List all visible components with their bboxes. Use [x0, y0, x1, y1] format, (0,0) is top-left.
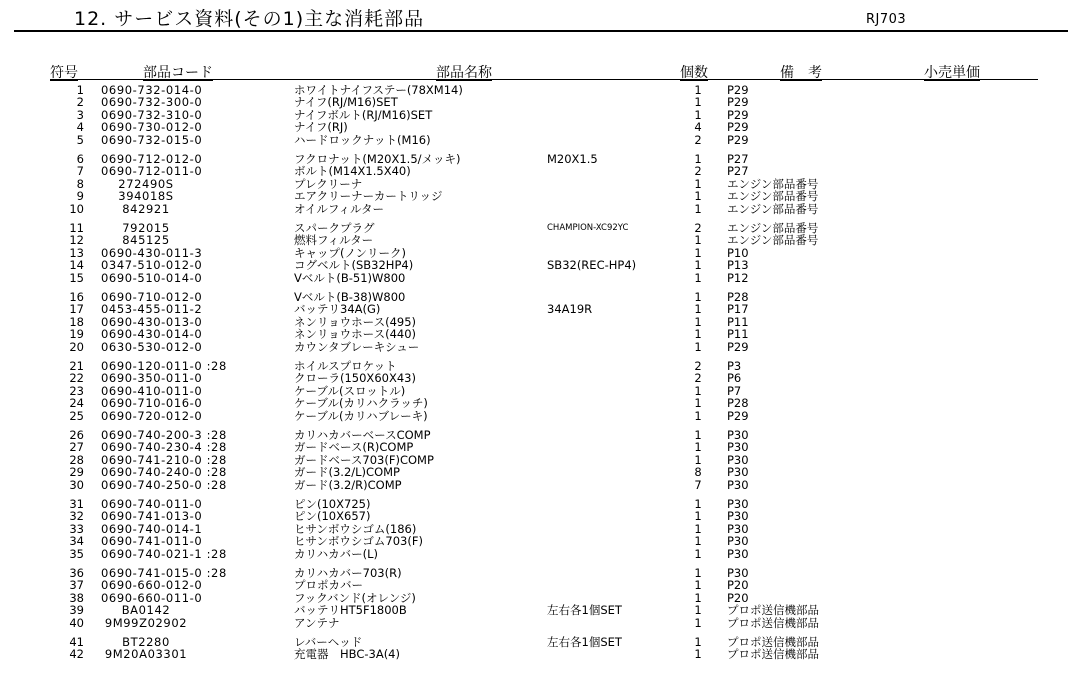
part-name: カリハカバー703(R)	[294, 566, 402, 580]
part-note: P30	[727, 465, 749, 480]
part-code: 0690-741-013-0	[101, 509, 203, 524]
table-row	[0, 360, 1086, 372]
row-number: 25	[69, 408, 84, 423]
part-spec: SB32(REC-HP4)	[547, 258, 637, 273]
part-quantity: 1	[694, 152, 702, 166]
row-number: 3	[76, 107, 84, 122]
part-name: ガード(3.2/R)COMP	[294, 477, 402, 492]
part-note: P30	[727, 477, 749, 492]
table-row	[0, 510, 1086, 522]
part-code: 0690-732-014-0	[101, 83, 203, 97]
part-note: P29	[727, 120, 749, 135]
part-name: ナイフ(RJ/M16)SET	[294, 95, 398, 110]
part-name: ガードベース(R)COMP	[294, 440, 414, 455]
row-number: 31	[69, 497, 84, 511]
table-row	[0, 372, 1086, 384]
row-number: 38	[69, 590, 84, 605]
part-code: 0690-740-021-1 :28	[101, 546, 227, 561]
table-row	[0, 341, 1086, 353]
row-number: 26	[69, 428, 84, 442]
part-note: P30	[727, 546, 749, 561]
part-note: P12	[727, 270, 749, 285]
row-number: 37	[69, 578, 84, 593]
part-code: 0690-660-012-0	[101, 578, 203, 593]
part-code: 0690-430-011-3	[101, 245, 203, 260]
row-number: 8	[76, 176, 84, 191]
part-code: 842921	[122, 201, 170, 216]
part-quantity: 7	[694, 477, 702, 492]
part-spec: CHAMPION-XC92YC	[547, 223, 629, 233]
part-note: P30	[727, 440, 749, 455]
part-code: 845125	[122, 233, 170, 248]
column-header-price: 小売単価	[924, 65, 980, 81]
row-number: 18	[69, 314, 84, 329]
table-row	[0, 535, 1086, 547]
table-row	[0, 165, 1086, 177]
part-quantity: 1	[694, 270, 702, 285]
part-note: エンジン部品番号	[727, 221, 819, 235]
part-note: エンジン部品番号	[727, 176, 819, 191]
table-row	[0, 604, 1086, 616]
part-quantity: 1	[694, 534, 702, 549]
part-quantity: 1	[694, 452, 702, 467]
row-number: 17	[69, 302, 84, 317]
row-number: 35	[69, 546, 84, 561]
part-name: ホイルスプロケット	[294, 359, 397, 373]
part-note: プロポ送信機部品	[727, 603, 819, 618]
row-number: 24	[69, 396, 84, 411]
part-spec: M20X1.5	[547, 152, 598, 166]
part-quantity: 1	[694, 83, 702, 97]
part-code: 0690-350-011-0	[101, 371, 203, 386]
part-name: プロポカバー	[294, 578, 363, 593]
part-spec: 左右各1個SET	[547, 603, 622, 618]
part-note: プロポ送信機部品	[727, 647, 819, 662]
part-name: コグベルト(SB32HP4)	[294, 258, 414, 273]
part-quantity: 1	[694, 635, 702, 649]
column-header-qty: 個数	[680, 65, 708, 81]
part-quantity: 1	[694, 497, 702, 511]
part-quantity: 1	[694, 509, 702, 524]
part-name: ナイフボルト(RJ/M16)SET	[294, 107, 433, 122]
part-code: 0690-710-012-0	[101, 290, 203, 304]
part-note: エンジン部品番号	[727, 233, 819, 248]
table-row	[0, 247, 1086, 259]
part-quantity: 1	[694, 339, 702, 354]
part-note: P11	[727, 327, 749, 342]
part-name: ボルト(M14X1.5X40)	[294, 164, 411, 179]
row-number: 34	[69, 534, 84, 549]
part-code: 0690-740-240-0 :28	[101, 465, 227, 480]
part-note: P30	[727, 566, 749, 580]
part-note: エンジン部品番号	[727, 189, 819, 204]
table-row	[0, 316, 1086, 328]
table-row	[0, 648, 1086, 660]
row-number: 41	[69, 635, 84, 649]
part-code: 0690-740-250-0 :28	[101, 477, 227, 492]
part-note: P30	[727, 521, 749, 536]
part-quantity: 1	[694, 603, 702, 618]
part-note: P27	[727, 164, 749, 179]
table-row	[0, 109, 1086, 121]
part-name: ガード(3.2/L)COMP	[294, 465, 400, 480]
table-row	[0, 441, 1086, 453]
row-number: 36	[69, 566, 84, 580]
part-code: 9M20A03301	[104, 647, 188, 662]
table-row	[0, 523, 1086, 535]
part-name: ホワイトナイフステー(78XM14)	[294, 83, 463, 97]
part-code: 0690-732-015-0	[101, 132, 203, 147]
part-quantity: 1	[694, 107, 702, 122]
part-code: 0690-740-011-0	[101, 497, 203, 511]
part-note: P30	[727, 534, 749, 549]
row-number: 21	[69, 359, 84, 373]
part-name: プレクリーナ	[294, 176, 363, 191]
row-number: 5	[76, 132, 84, 147]
part-quantity: 1	[694, 428, 702, 442]
part-name: カリハカバー(L)	[294, 546, 379, 561]
part-name: ネンリョウホース(440)	[294, 327, 417, 342]
document-title: 12. サービス資料(その1)主な消耗部品	[74, 8, 425, 30]
part-note: P13	[727, 258, 749, 273]
part-quantity: 2	[694, 132, 702, 147]
column-header-no: 符号	[50, 65, 78, 81]
table-row	[0, 454, 1086, 466]
table-row	[0, 466, 1086, 478]
part-code: BT2280	[122, 635, 170, 649]
table-row	[0, 291, 1086, 303]
row-number: 7	[76, 164, 84, 179]
part-name: アンテナ	[294, 615, 340, 630]
table-row	[0, 190, 1086, 202]
part-note: P20	[727, 590, 749, 605]
table-row	[0, 617, 1086, 629]
part-note: P29	[727, 408, 749, 423]
part-note: P29	[727, 107, 749, 122]
part-note: P30	[727, 428, 749, 442]
table-row	[0, 203, 1086, 215]
column-header-code: 部品コード	[143, 65, 213, 81]
part-name: Vベルト(B-38)W800	[294, 290, 406, 304]
part-name: 燃料フィルター	[294, 233, 374, 248]
part-quantity: 1	[694, 233, 702, 248]
part-quantity: 1	[694, 615, 702, 630]
part-name: カウンタブレーキシュー	[294, 339, 420, 354]
row-number: 13	[69, 245, 84, 260]
part-quantity: 1	[694, 201, 702, 216]
part-name: ケーブル(スロットル)	[294, 383, 406, 398]
table-row	[0, 259, 1086, 271]
part-name: キャップ(ノンリーク)	[294, 245, 407, 260]
part-quantity: 1	[694, 383, 702, 398]
part-name: ケーブル(カリハクラッチ)	[294, 396, 428, 411]
part-quantity: 1	[694, 327, 702, 342]
part-name: レバーヘッド	[294, 635, 363, 649]
table-row	[0, 272, 1086, 284]
part-name: ガードベース703(F)COMP	[294, 452, 434, 467]
part-quantity: 2	[694, 221, 702, 235]
table-row	[0, 636, 1086, 648]
row-number: 29	[69, 465, 84, 480]
part-code: 0690-730-012-0	[101, 120, 203, 135]
part-code: 0690-720-012-0	[101, 408, 203, 423]
part-code: 0690-410-011-0	[101, 383, 203, 398]
part-note: P29	[727, 132, 749, 147]
part-spec: 左右各1個SET	[547, 635, 622, 649]
part-quantity: 1	[694, 176, 702, 191]
part-quantity: 1	[694, 314, 702, 329]
table-row	[0, 498, 1086, 510]
part-quantity: 1	[694, 578, 702, 593]
table-row	[0, 592, 1086, 604]
part-quantity: 1	[694, 408, 702, 423]
table-row	[0, 429, 1086, 441]
row-number: 30	[69, 477, 84, 492]
row-number: 14	[69, 258, 84, 273]
model-number: RJ703	[866, 12, 907, 27]
part-quantity: 1	[694, 590, 702, 605]
table-row	[0, 134, 1086, 146]
part-name: クローラ(150X60X43)	[294, 371, 416, 386]
row-number: 27	[69, 440, 84, 455]
part-note: P6	[727, 371, 742, 386]
part-code: 272490S	[118, 176, 174, 191]
table-row	[0, 178, 1086, 190]
part-note: P29	[727, 339, 749, 354]
part-quantity: 1	[694, 95, 702, 110]
row-number: 32	[69, 509, 84, 524]
part-note: P28	[727, 396, 749, 411]
row-number: 28	[69, 452, 84, 467]
header-divider	[50, 79, 1038, 80]
row-number: 9	[76, 189, 84, 204]
part-code: 0690-430-014-0	[101, 327, 203, 342]
table-row	[0, 548, 1086, 560]
part-name: ピン(10X657)	[294, 509, 371, 524]
row-number: 20	[69, 339, 84, 354]
part-code: 394018S	[118, 189, 174, 204]
table-row	[0, 84, 1086, 96]
part-note: P28	[727, 290, 749, 304]
part-note: P10	[727, 245, 749, 260]
part-note: P7	[727, 383, 742, 398]
part-name: ケーブル(カリハブレーキ)	[294, 408, 428, 423]
part-code: 0690-660-011-0	[101, 590, 203, 605]
row-number: 12	[69, 233, 84, 248]
part-note: P11	[727, 314, 749, 329]
part-name: 充電器 HBC-3A(4)	[294, 647, 400, 662]
part-name: スパークプラグ	[294, 221, 375, 235]
row-number: 40	[69, 615, 84, 630]
part-code: 0690-510-014-0	[101, 270, 203, 285]
part-quantity: 1	[694, 302, 702, 317]
part-name: ヒサンボウシゴム703(F)	[294, 534, 423, 549]
part-quantity: 1	[694, 258, 702, 273]
part-name: エアクリーナーカートリッジ	[294, 189, 443, 204]
table-row	[0, 153, 1086, 165]
part-code: 0690-120-011-0 :28	[101, 359, 227, 373]
part-name: オイルフィルター	[294, 201, 385, 216]
part-code: 0453-455-011-2	[101, 302, 203, 317]
part-quantity: 1	[694, 396, 702, 411]
part-name: ヒサンボウシゴム(186)	[294, 521, 417, 536]
part-name: ハードロックナット(M16)	[294, 132, 431, 147]
part-quantity: 8	[694, 465, 702, 480]
part-code: BA0142	[121, 603, 171, 618]
row-number: 22	[69, 371, 84, 386]
part-quantity: 1	[694, 647, 702, 662]
part-code: 0690-740-230-4 :28	[101, 440, 227, 455]
part-name: ピン(10X725)	[294, 497, 371, 511]
part-quantity: 1	[694, 546, 702, 561]
part-name: フクロナット(M20X1.5/メッキ)	[294, 152, 461, 166]
table-row	[0, 328, 1086, 340]
table-row	[0, 385, 1086, 397]
part-name: フックバンド(オレンジ)	[294, 590, 416, 605]
part-name: ネンリョウホース(495)	[294, 314, 417, 329]
part-code: 0690-712-011-0	[101, 164, 203, 179]
column-header-note: 備 考	[780, 65, 822, 81]
row-number: 39	[69, 603, 84, 618]
row-number: 4	[76, 120, 84, 135]
title-divider	[14, 30, 1068, 32]
part-quantity: 1	[694, 566, 702, 580]
part-code: 0690-740-200-3 :28	[101, 428, 227, 442]
part-code: 0690-710-016-0	[101, 396, 203, 411]
part-note: P30	[727, 497, 749, 511]
row-number: 15	[69, 270, 84, 285]
part-quantity: 1	[694, 189, 702, 204]
row-number: 2	[76, 95, 84, 110]
part-spec: 34A19R	[547, 302, 593, 317]
part-quantity: 2	[694, 164, 702, 179]
row-number: 33	[69, 521, 84, 536]
part-name: カリハカバーベースCOMP	[294, 428, 431, 442]
table-row	[0, 397, 1086, 409]
part-code: 792015	[122, 221, 170, 235]
row-number: 23	[69, 383, 84, 398]
part-code: 0690-712-012-0	[101, 152, 203, 166]
part-note: P30	[727, 509, 749, 524]
table-row	[0, 567, 1086, 579]
part-note: P30	[727, 452, 749, 467]
part-code: 0690-741-210-0 :28	[101, 452, 227, 467]
table-row	[0, 479, 1086, 491]
table-row	[0, 96, 1086, 108]
part-code: 0347-510-012-0	[101, 258, 203, 273]
part-code: 0690-741-011-0	[101, 534, 203, 549]
row-number: 6	[76, 152, 84, 166]
part-name: バッテリ34A(G)	[294, 302, 381, 317]
row-number: 10	[69, 201, 84, 216]
part-note: P3	[727, 359, 742, 373]
part-note: P29	[727, 83, 749, 97]
part-code: 0630-530-012-0	[101, 339, 203, 354]
part-code: 0690-430-013-0	[101, 314, 203, 329]
row-number: 11	[69, 221, 84, 235]
row-number: 42	[69, 647, 84, 662]
table-row	[0, 410, 1086, 422]
part-name: バッテリHT5F1800B	[294, 603, 407, 618]
part-note: P27	[727, 152, 749, 166]
table-row	[0, 579, 1086, 591]
row-number: 16	[69, 290, 84, 304]
part-code: 0690-732-310-0	[101, 107, 203, 122]
part-code: 0690-740-014-1	[101, 521, 203, 536]
part-quantity: 1	[694, 290, 702, 304]
part-code: 0690-732-300-0	[101, 95, 203, 110]
row-number: 1	[76, 83, 84, 97]
part-name: Vベルト(B-51)W800	[294, 270, 406, 285]
table-row	[0, 121, 1086, 133]
row-number: 19	[69, 327, 84, 342]
part-quantity: 2	[694, 359, 702, 373]
part-quantity: 4	[694, 120, 702, 135]
part-note: P29	[727, 95, 749, 110]
part-quantity: 1	[694, 245, 702, 260]
part-note: エンジン部品番号	[727, 201, 819, 216]
part-note: P20	[727, 578, 749, 593]
part-note: P17	[727, 302, 749, 317]
part-quantity: 1	[694, 440, 702, 455]
part-code: 9M99Z02902	[104, 615, 188, 630]
column-header-name: 部品名称	[436, 65, 492, 81]
table-row	[0, 234, 1086, 246]
part-quantity: 1	[694, 521, 702, 536]
part-code: 0690-741-015-0 :28	[101, 566, 227, 580]
part-quantity: 2	[694, 371, 702, 386]
table-row	[0, 222, 1086, 234]
part-note: プロポ送信機部品	[727, 635, 819, 649]
part-note: プロポ送信機部品	[727, 615, 819, 630]
table-row	[0, 303, 1086, 315]
part-name: ナイフ(RJ)	[294, 120, 348, 135]
